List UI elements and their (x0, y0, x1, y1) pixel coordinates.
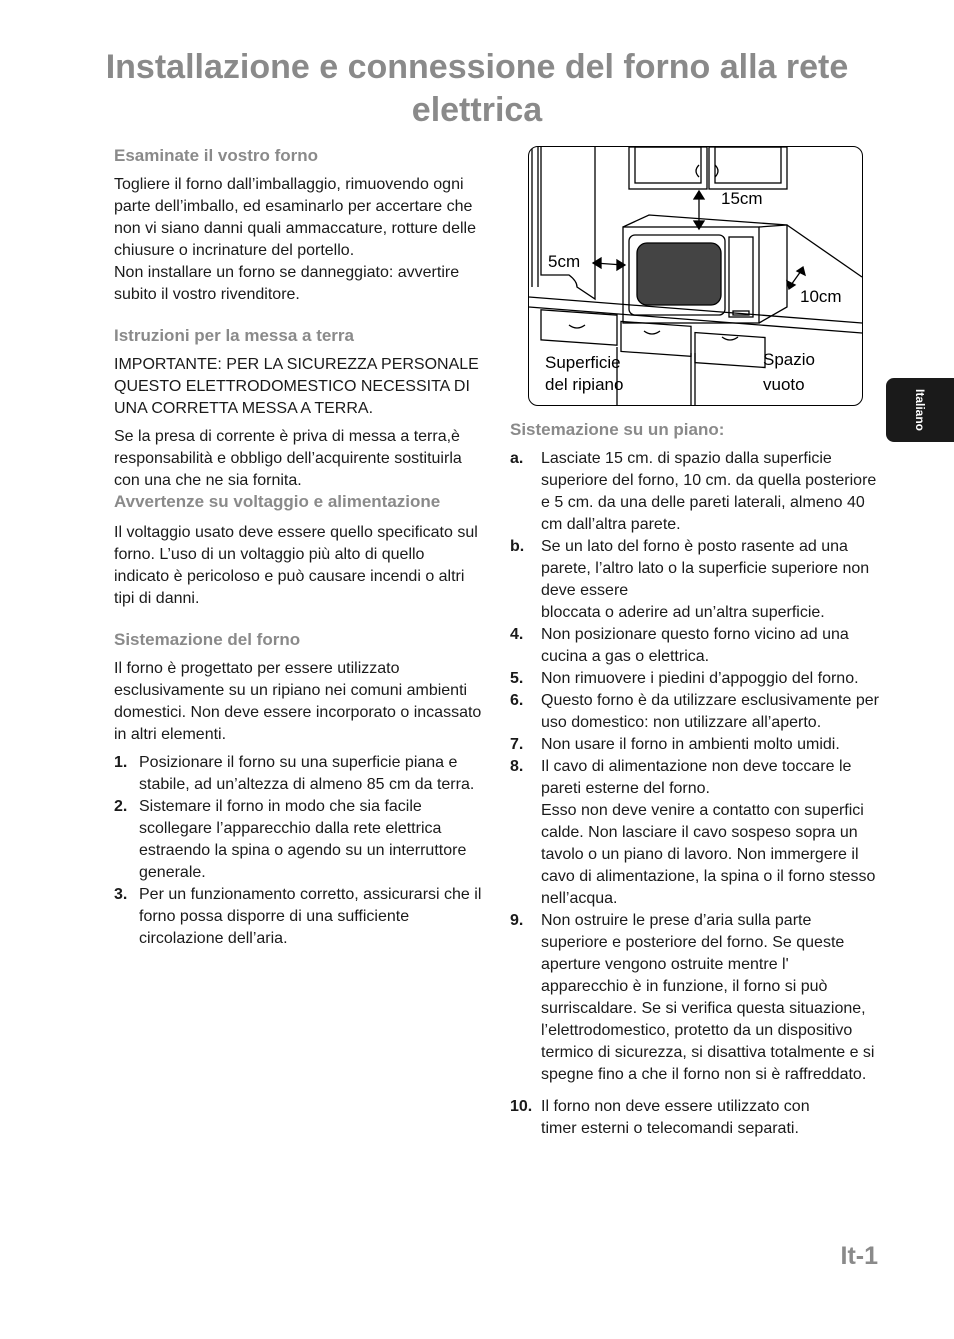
terra-p1: IMPORTANTE: PER LA SICUREZZA PERSONALE QUESTO ELETTRODOMESTICO NECESSITA DI UNA CORRETTA MESSA A TERRA. (114, 356, 479, 417)
sistemazione-forno-list (114, 752, 482, 950)
figure-label-space-2: vuoto (763, 375, 805, 394)
voltaggio-p1: Il voltaggio usato deve essere quello specificato sul forno. L’uso di un voltaggio più alto di quello indicato è pericoloso e può causare incendi o altri tipi di danni. (114, 524, 478, 607)
page-number: It-1 (840, 1242, 878, 1270)
figure-label-10cm: 10cm (800, 287, 842, 306)
figure-label-surface-2: del ripiano (545, 375, 624, 394)
esaminate-p2: Non installare un forno se danneggiato: avvertire subito il vostro rivenditore. (114, 264, 460, 303)
language-tab-label: Italiano (913, 388, 927, 432)
list-item: 9. Non ostruire le prese d’aria sulla parte superiore e posteriore del forno. Se queste aperture vengono ostruite mentre l' apparecchio è in funzione, il forno si può surriscaldare. Se si verifica questa situazione, l’elettrodomestico, protetto da un dispositivo termico di sicurezza, si disattiva totalmente e si spegne fino a che il forno non si è raffreddato. (510, 912, 875, 1083)
terra-p2: Se la presa di corrente è priva di messa a terra,è responsabilità e obbligo dell’acquirente sostituirla con una che ne sia fornita. (114, 428, 462, 489)
list-item: 4. Non posizionare questo forno vicino ad una cucina a gas o elettrica. (510, 626, 849, 665)
list-item: 8. Il cavo di alimentazione non deve toccare le pareti esterne del forno. Esso non deve venire a contatto con superfici calde. Non lasciare il cavo sospeso sopra un tavolo o un piano di lavoro. Non immergere il cavo di alimentazione, la spina o il forno stesso nell’acqua. (510, 758, 876, 907)
list-item: 7. Non usare il forno in ambienti molto umidi. (510, 736, 840, 753)
sistemazione-piano-list (510, 448, 880, 1086)
right-column (510, 420, 880, 1140)
language-tab (886, 378, 954, 442)
heading-sistemazione-forno: Sistemazione del forno (114, 630, 301, 649)
list-item: 2. Sistemare il forno in modo che sia facile scollegare l’apparecchio dalla rete elettrica estraendo la spina o agendo su un interruttore generale. (114, 798, 467, 881)
heading-sistemazione-piano: Sistemazione su un piano: (510, 420, 725, 439)
list-item: 5. Non rimuovere i piedini d’appoggio del forno. (510, 670, 859, 687)
figure-label-15cm: 15cm (721, 189, 763, 208)
heading-voltaggio: Avvertenze su voltaggio e alimentazione (114, 492, 441, 511)
figure-label-surface-1: Superficie (545, 353, 621, 372)
figure-label-space-1: Spazio (763, 350, 815, 369)
list-item: 1. Posizionare il forno su una superficie piana e stabile, ad un’altezza di almeno 85 cm da terra. (114, 754, 475, 793)
list-item: 6. Questo forno è da utilizzare esclusivamente per uso domestico: non utilizzare all’aperto. (510, 692, 879, 731)
figure-label-5cm: 5cm (548, 252, 581, 271)
list-item: b. Se un lato del forno è posto rasente ad una parete, l’altro lato o la superficie superiore non deve essere bloccata o aderire ad un’altra superficie. (510, 538, 870, 621)
heading-esaminate: Esaminate il vostro forno (114, 146, 319, 165)
list-item-10: 10. Il forno non deve essere utilizzato con timer esterni o telecomandi separati. (510, 1098, 810, 1137)
esaminate-p1: Togliere il forno dall’imballaggio, rimuovendo ogni parte dell’imballo, ed esaminarlo per accertare che non vi siano danni quali ammaccature, rotture delle chiusure o incrinature del portello. (114, 176, 476, 259)
oven-placement-figure (528, 146, 863, 406)
list-item: a. Lasciate 15 cm. di spazio dalla superficie superiore del forno, 10 cm. da quella posteriore e 5 cm. da una delle pareti laterali, almeno 40 cm dall’altra parete. (510, 450, 877, 533)
page-title: Installazione e connessione del forno alla rete elettrica (105, 48, 849, 129)
list-item: 3. Per un funzionamento corretto, assicurarsi che il forno possa disporre di una sufficiente circolazione dell’aria. (114, 886, 482, 947)
sistemazione-forno-p1: Il forno è progettato per essere utilizzato esclusivamente su un ripiano nei comuni ambienti domestici. Non deve essere incorporato o incassato in altri elementi. (114, 660, 482, 743)
left-column (114, 146, 482, 950)
heading-terra: Istruzioni per la messa a terra (114, 326, 354, 345)
